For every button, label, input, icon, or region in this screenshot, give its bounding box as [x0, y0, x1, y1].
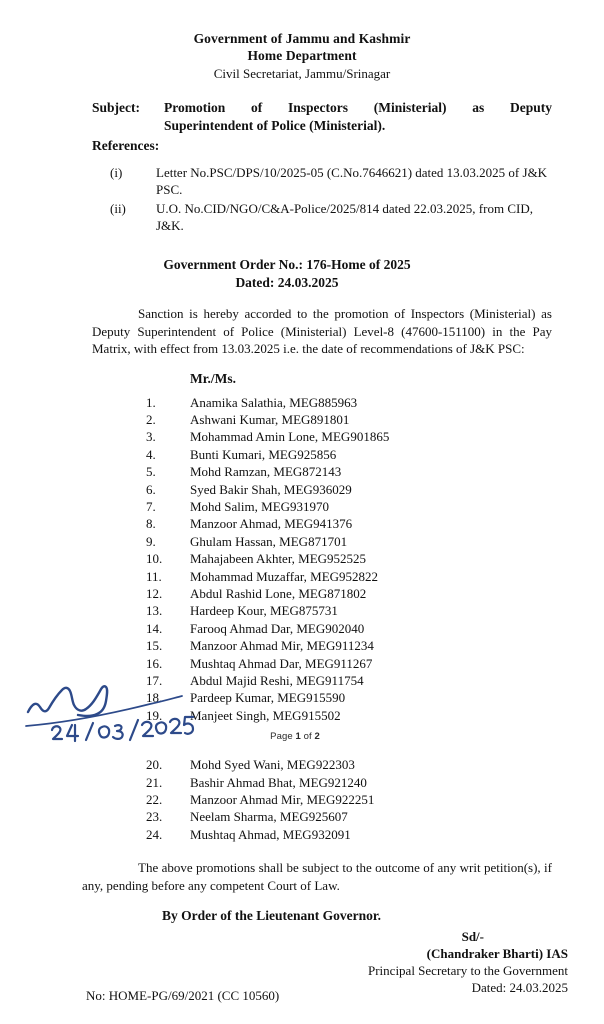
list-item — [0, 707, 604, 724]
list-item-number: 1. — [146, 394, 156, 410]
reference-marker: (i) — [110, 165, 123, 180]
order-number: Government Order No.: 176-Home of 2025 — [163, 257, 411, 272]
list-item-number: 12. — [146, 585, 163, 601]
list-item-number: 18. — [146, 690, 163, 706]
list-item — [0, 446, 604, 463]
reference-text: Letter No.PSC/DPS/10/2025-05 (C.No.7646621) dated 13.03.2025 of J&K PSC. — [156, 165, 548, 197]
list-item — [0, 463, 604, 480]
list-item — [0, 411, 604, 428]
reference-text: U.O. No.CID/NGO/C&A-Police/2025/814 dated 22.03.2025, from CID, J&K. — [156, 201, 533, 233]
list-item-number: 7. — [146, 498, 156, 514]
list-item — [0, 428, 604, 445]
list-item-number: 15. — [146, 638, 163, 654]
document-footer-row — [0, 987, 604, 1004]
order-block — [0, 256, 604, 291]
list-item-name: Mohd Syed Wani, MEG922303 — [190, 757, 355, 773]
sanction-paragraph: Sanction is hereby accorded to the promotion of Inspectors (Ministerial) as Deputy Superintendent of Police (Ministerial) Level-8 (47600-151100) in the Pay Matrix, with effect from 13.03.2025 i.e. the date of recommendations of J&K PSC: — [92, 306, 552, 356]
closing-paragraph: The above promotions shall be subject to the outcome of any writ petition(s), if any, pending before any competent Court of Law. — [82, 860, 552, 893]
list-item-name: Mushtaq Ahmad Dar, MEG911267 — [190, 655, 373, 671]
list-item-name: Manjeet Singh, MEG915502 — [190, 707, 341, 723]
list-item-number: 9. — [146, 533, 156, 549]
list-item-name: Hardeep Kour, MEG875731 — [190, 603, 338, 619]
sd-marker: Sd/- — [461, 929, 484, 945]
list-item — [0, 550, 604, 567]
list-item-number: 14. — [146, 620, 163, 636]
list-item — [0, 585, 604, 602]
list-item-name: Abdul Majid Reshi, MEG911754 — [190, 673, 364, 688]
subject-row — [0, 99, 604, 134]
list-item — [0, 602, 604, 619]
reference-marker: (ii) — [110, 201, 126, 216]
list-item-number: 17. — [146, 673, 163, 688]
signer-name: (Chandraker Bharti) IAS — [426, 946, 568, 962]
subject-line-1: Promotion of Inspectors (Ministerial) as Deputy — [164, 100, 552, 115]
list-item-name: Bashir Ahmad Bhat, MEG921240 — [190, 774, 367, 790]
order-date: Dated: 24.03.2025 — [235, 274, 339, 290]
list-item — [0, 756, 604, 773]
subject-line-2: Superintendent of Police (Ministerial). — [164, 117, 386, 133]
list-item-name: Mohd Ramzan, MEG872143 — [190, 464, 342, 480]
secretariat-location: Civil Secretariat, Jammu/Srinagar — [213, 66, 391, 81]
list-item — [0, 655, 604, 672]
references-label: References: — [92, 138, 160, 153]
page-indicator-middle: of — [300, 731, 315, 743]
reference-item — [0, 164, 552, 198]
list-item — [0, 637, 604, 654]
reference-list — [0, 164, 604, 234]
list-item-number: 13. — [146, 603, 163, 619]
by-order-line: By Order of the Lieutenant Governor. — [162, 908, 381, 924]
list-item-name: Neelam Sharma, MEG925607 — [190, 809, 348, 825]
signer-designation: Principal Secretary to the Government — [368, 963, 568, 979]
list-item-number: 22. — [146, 792, 163, 808]
list-item — [0, 515, 604, 532]
list-item — [0, 620, 604, 637]
list-item-number: 10. — [146, 551, 163, 567]
list-item — [0, 498, 604, 515]
list-item — [0, 533, 604, 550]
list-item — [0, 394, 604, 411]
list-item-number: 23. — [146, 809, 163, 825]
list-item-name: Syed Bakir Shah, MEG936029 — [190, 481, 352, 497]
list-item-name: Farooq Ahmad Dar, MEG902040 — [190, 620, 365, 636]
list-item-number: 2. — [146, 411, 156, 427]
list-item-number: 8. — [146, 516, 156, 532]
list-item-number: 3. — [146, 429, 156, 445]
list-item-number: 4. — [146, 446, 156, 462]
list-item-name: Abdul Rashid Lone, MEG871802 — [190, 585, 367, 601]
list-item-number: 24. — [146, 826, 163, 842]
department-title: Home Department — [247, 48, 357, 63]
list-item-number: 11. — [146, 568, 162, 584]
list-item-name: Ashwani Kumar, MEG891801 — [190, 411, 350, 427]
list-item — [0, 826, 604, 843]
list-item-number: 16. — [146, 655, 163, 671]
list-item-name: Anamika Salathia, MEG885963 — [190, 394, 358, 410]
list-item-number: 19. — [146, 707, 163, 723]
subject-text — [164, 99, 552, 134]
list-item — [0, 481, 604, 498]
promotee-list-page1 — [0, 394, 604, 725]
list-item-number: 5. — [146, 464, 156, 480]
list-item-name: Pardeep Kumar, MEG915590 — [190, 690, 346, 706]
list-item-number: 6. — [146, 481, 156, 497]
page-indicator-total: 2 — [314, 731, 320, 743]
letterhead — [0, 0, 604, 83]
page-indicator-prefix: Page — [270, 731, 296, 743]
signature-date: Dated: 24.03.2025 — [471, 980, 568, 996]
govt-title-line1: Government of Jammu and Kashmir — [193, 31, 411, 46]
list-item — [0, 808, 604, 825]
list-item-name: Mahajabeen Akhter, MEG952525 — [190, 551, 367, 567]
list-item-name: Manzoor Ahmad Mir, MEG922251 — [190, 792, 375, 808]
list-item — [0, 689, 604, 706]
promotee-list-page2 — [0, 756, 604, 843]
list-heading: Mr./Ms. — [190, 370, 236, 386]
list-item-name: Manzoor Ahmad Mir, MEG911234 — [190, 638, 374, 654]
reference-item — [0, 200, 552, 234]
list-item-name: Mohammad Muzaffar, MEG952822 — [190, 568, 379, 584]
list-item-number: 20. — [146, 757, 163, 773]
list-item — [0, 774, 604, 791]
page-indicator-current: 1 — [295, 731, 301, 743]
list-item-number: 21. — [146, 774, 163, 790]
list-item-name: Manzoor Ahmad, MEG941376 — [190, 516, 353, 532]
list-item — [0, 791, 604, 808]
list-item-name: Bunti Kumari, MEG925856 — [190, 446, 337, 462]
list-item — [0, 568, 604, 585]
list-item-name: Mushtaq Ahmad, MEG932091 — [190, 826, 351, 842]
list-item-name: Mohd Salim, MEG931970 — [190, 498, 330, 514]
subject-label: Subject: — [92, 100, 140, 115]
list-item — [0, 672, 604, 689]
file-number: No: HOME-PG/69/2021 (CC 10560) — [86, 988, 280, 1003]
list-item-name: Ghulam Hassan, MEG871701 — [190, 533, 348, 549]
list-item-name: Mohammad Amin Lone, MEG901865 — [190, 429, 390, 445]
page-indicator — [0, 731, 604, 742]
